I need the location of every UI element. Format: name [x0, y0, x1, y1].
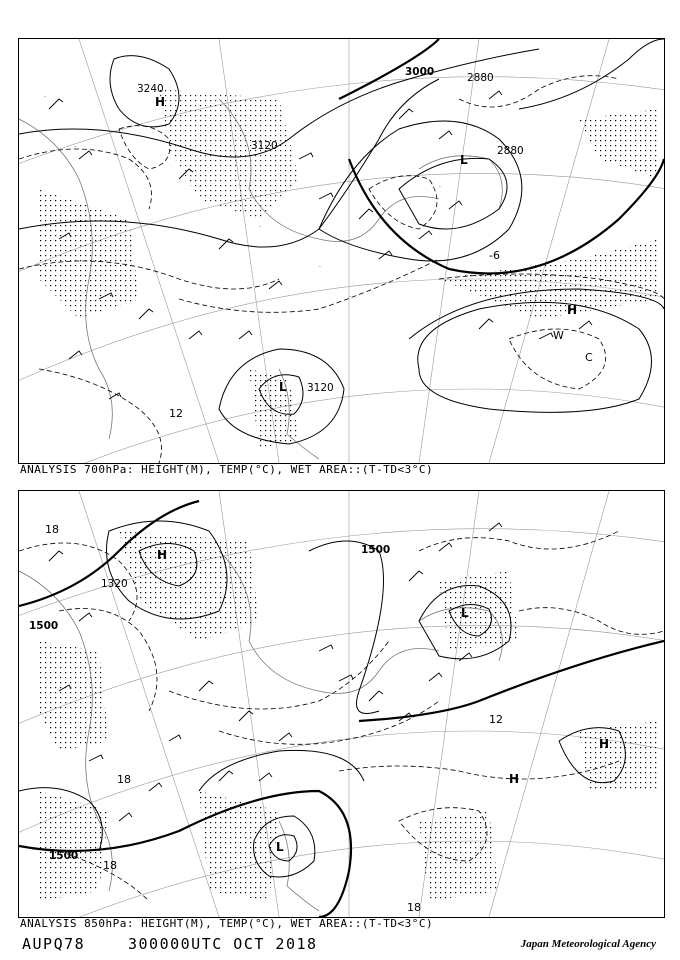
low-center-marker: L: [276, 840, 284, 854]
low-center-marker: L: [461, 606, 469, 620]
panel-caption-850hpa: ANALYSIS 850hPa: HEIGHT(M), TEMP(°C), WET AREA::(T-TD<3°C): [20, 917, 434, 930]
map-700hpa-canvas: [19, 39, 664, 463]
high-center-marker: H: [567, 303, 578, 317]
map-panel-700hpa: [18, 38, 665, 464]
agency-credit: Japan Meteorological Agency: [520, 938, 656, 950]
svg-text:·: ·: [319, 264, 321, 271]
svg-text:·: ·: [259, 224, 261, 231]
high-center-marker: H: [157, 548, 168, 562]
chart-id: AUPQ78: [22, 935, 86, 953]
low-center-marker: L: [460, 153, 468, 167]
high-center-marker: H: [599, 737, 610, 751]
cold-label: C: [585, 351, 593, 364]
low-center-marker: L: [279, 380, 287, 394]
svg-text:·: ·: [409, 224, 411, 231]
svg-text:·: ·: [44, 94, 46, 101]
svg-text:·: ·: [199, 184, 201, 191]
isotherm-label: -6: [489, 249, 500, 262]
map-850hpa-canvas: [19, 491, 664, 917]
svg-text:·: ·: [439, 184, 441, 191]
isotherm-label: 18: [117, 773, 131, 786]
valid-time: 300000UTC OCT 2018: [128, 935, 318, 953]
height-label: 3120: [251, 140, 278, 152]
svg-text:·: ·: [469, 154, 471, 161]
high-center-marker: H: [509, 772, 520, 786]
isotherm-label: 18: [407, 901, 421, 914]
height-label: 3240: [137, 83, 164, 95]
height-label: 1500: [29, 620, 59, 632]
isotherm-label: 12: [169, 407, 183, 420]
height-contours: [19, 501, 664, 917]
height-label: 1500: [361, 544, 391, 556]
warm-label: W: [553, 329, 564, 342]
isotherm-label: 18: [45, 523, 59, 536]
high-center-marker: H: [155, 95, 166, 109]
svg-text:·: ·: [349, 294, 351, 301]
map-panel-850hpa: [18, 490, 665, 918]
panel-caption-700hpa: ANALYSIS 700hPa: HEIGHT(M), TEMP(°C), WET AREA::(T-TD<3°C): [20, 463, 434, 476]
isotherm-label: 12: [489, 713, 503, 726]
svg-text:·: ·: [74, 144, 76, 151]
height-label: 2880: [497, 145, 524, 157]
isotherm-label: 18: [103, 859, 117, 872]
height-label: 1320: [101, 578, 128, 590]
height-label: 2880: [467, 72, 494, 84]
height-label: 1500: [49, 850, 79, 862]
height-label: 3000: [405, 66, 435, 78]
height-label: 3120: [307, 382, 334, 394]
